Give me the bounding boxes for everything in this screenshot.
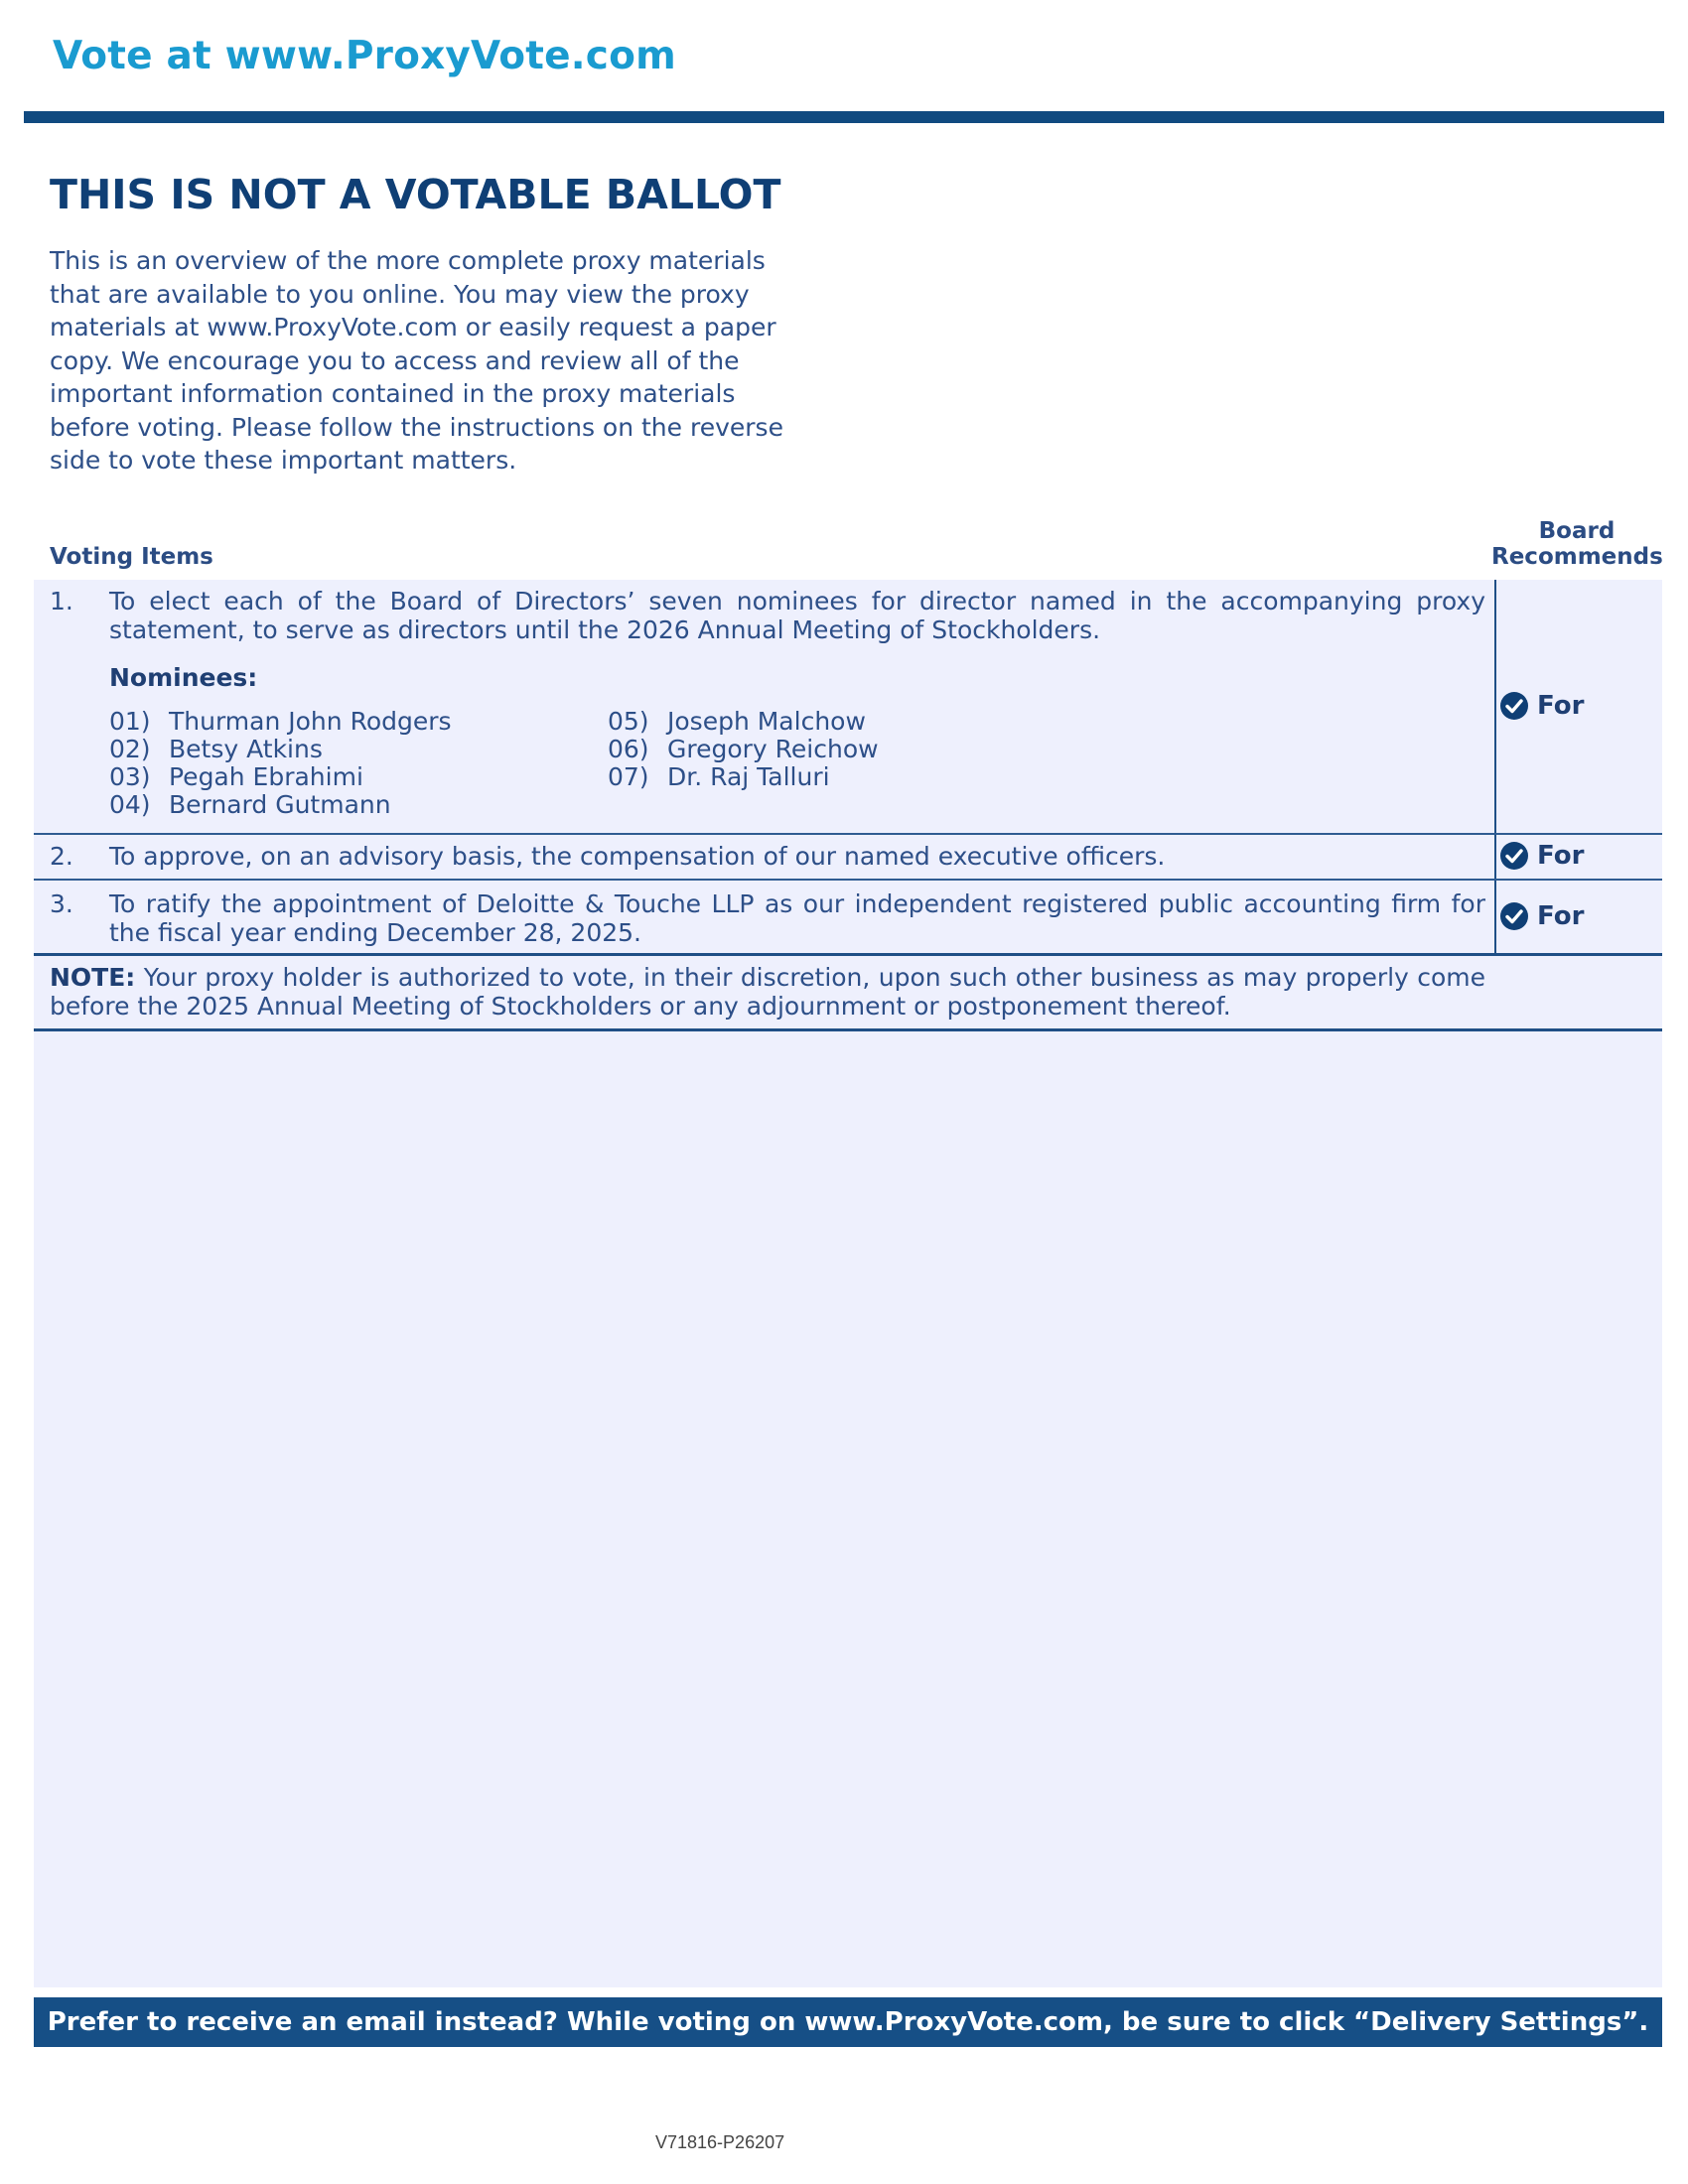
- nominee-number: 04): [109, 790, 151, 819]
- header-divider: [24, 111, 1664, 123]
- page-title: THIS IS NOT A VOTABLE BALLOT: [50, 171, 781, 218]
- check-circle-icon: [1499, 841, 1529, 871]
- row-divider: [34, 833, 1662, 835]
- voting-items-header: Voting Items: [50, 544, 213, 570]
- intro-paragraph: This is an overview of the more complete proxy materials that are available to you online. You may view the proxy materials at www.ProxyVote.com or easily request a paper copy. We encourage you to access and review all of the important information contained in the proxy materials before voting. Please follow the instructions on the reverse side to vote these important matters.: [50, 246, 783, 475]
- nominee-01: [109, 707, 452, 736]
- nominee-name: Gregory Reichow: [667, 735, 879, 763]
- nominee-number: 07): [608, 762, 649, 791]
- nominee-number: 03): [109, 762, 151, 791]
- nominee-name: Bernard Gutmann: [169, 790, 391, 819]
- nominee-number: 06): [608, 735, 649, 763]
- nominee-name: Pegah Ebrahimi: [169, 762, 363, 791]
- note-label: NOTE:: [50, 963, 136, 992]
- nominee-number: 05): [608, 707, 649, 736]
- item-3-text: To ratify the appointment of Deloitte & Touche LLP as our independent registered public accounting firm for the fiscal year ending December 28, 2025.: [109, 889, 1485, 947]
- board-recommends-header: [1491, 518, 1662, 570]
- item-1-recommendation: [1499, 691, 1584, 721]
- check-circle-icon: [1499, 691, 1529, 721]
- nominee-03: [109, 762, 363, 791]
- nominee-name: Joseph Malchow: [667, 707, 866, 736]
- item-3-recommendation: [1499, 901, 1584, 931]
- recommendation-label: For: [1537, 691, 1585, 721]
- recommendation-label: For: [1537, 841, 1585, 871]
- item-3-number: 3.: [50, 889, 73, 918]
- nominee-04: [109, 790, 391, 819]
- row-divider: [34, 953, 1662, 956]
- item-1-text: To elect each of the Board of Directors’ seven nominees for director named in the accompanying proxy statement, to serve as directors until the 2026 Annual Meeting of Stockholders.: [109, 587, 1485, 644]
- nominee-name: Dr. Raj Talluri: [667, 762, 830, 791]
- row-divider: [34, 879, 1662, 881]
- board-header-line1: Board: [1538, 518, 1616, 544]
- nominee-06: [608, 735, 879, 763]
- nominee-name: Thurman John Rodgers: [169, 707, 452, 736]
- nominee-number: 01): [109, 707, 151, 736]
- header-title: Vote at www.ProxyVote.com: [53, 34, 676, 78]
- board-header-line2: Recommends: [1491, 544, 1663, 570]
- note-text: Your proxy holder is authorized to vote, in their discretion, upon such other business as may properly come before the 2025 Annual Meeting of Stockholders or any adjournment or postponement thereof.: [50, 963, 1485, 1021]
- nominee-07: [608, 762, 830, 791]
- nominee-name: Betsy Atkins: [169, 735, 323, 763]
- nominee-number: 02): [109, 735, 151, 763]
- column-divider: [1494, 580, 1496, 955]
- item-1-number: 1.: [50, 587, 73, 615]
- check-circle-icon: [1499, 901, 1529, 931]
- email-delivery-banner: [34, 1997, 1662, 2047]
- nominees-label: Nominees:: [109, 663, 258, 692]
- table-bottom-border: [34, 1028, 1662, 1031]
- banner-text: Prefer to receive an email instead? While voting on www.ProxyVote.com, be sure to click “Delivery Settings”.: [47, 2007, 1649, 2037]
- nominee-05: [608, 707, 866, 736]
- nominee-02: [109, 735, 323, 763]
- note-paragraph: [50, 963, 1485, 1021]
- item-2-number: 2.: [50, 842, 73, 871]
- item-2-text: To approve, on an advisory basis, the compensation of our named executive officers.: [109, 842, 1166, 871]
- item-2-recommendation: [1499, 841, 1584, 871]
- document-code: V71816-P26207: [655, 2132, 785, 2152]
- recommendation-label: For: [1537, 901, 1585, 931]
